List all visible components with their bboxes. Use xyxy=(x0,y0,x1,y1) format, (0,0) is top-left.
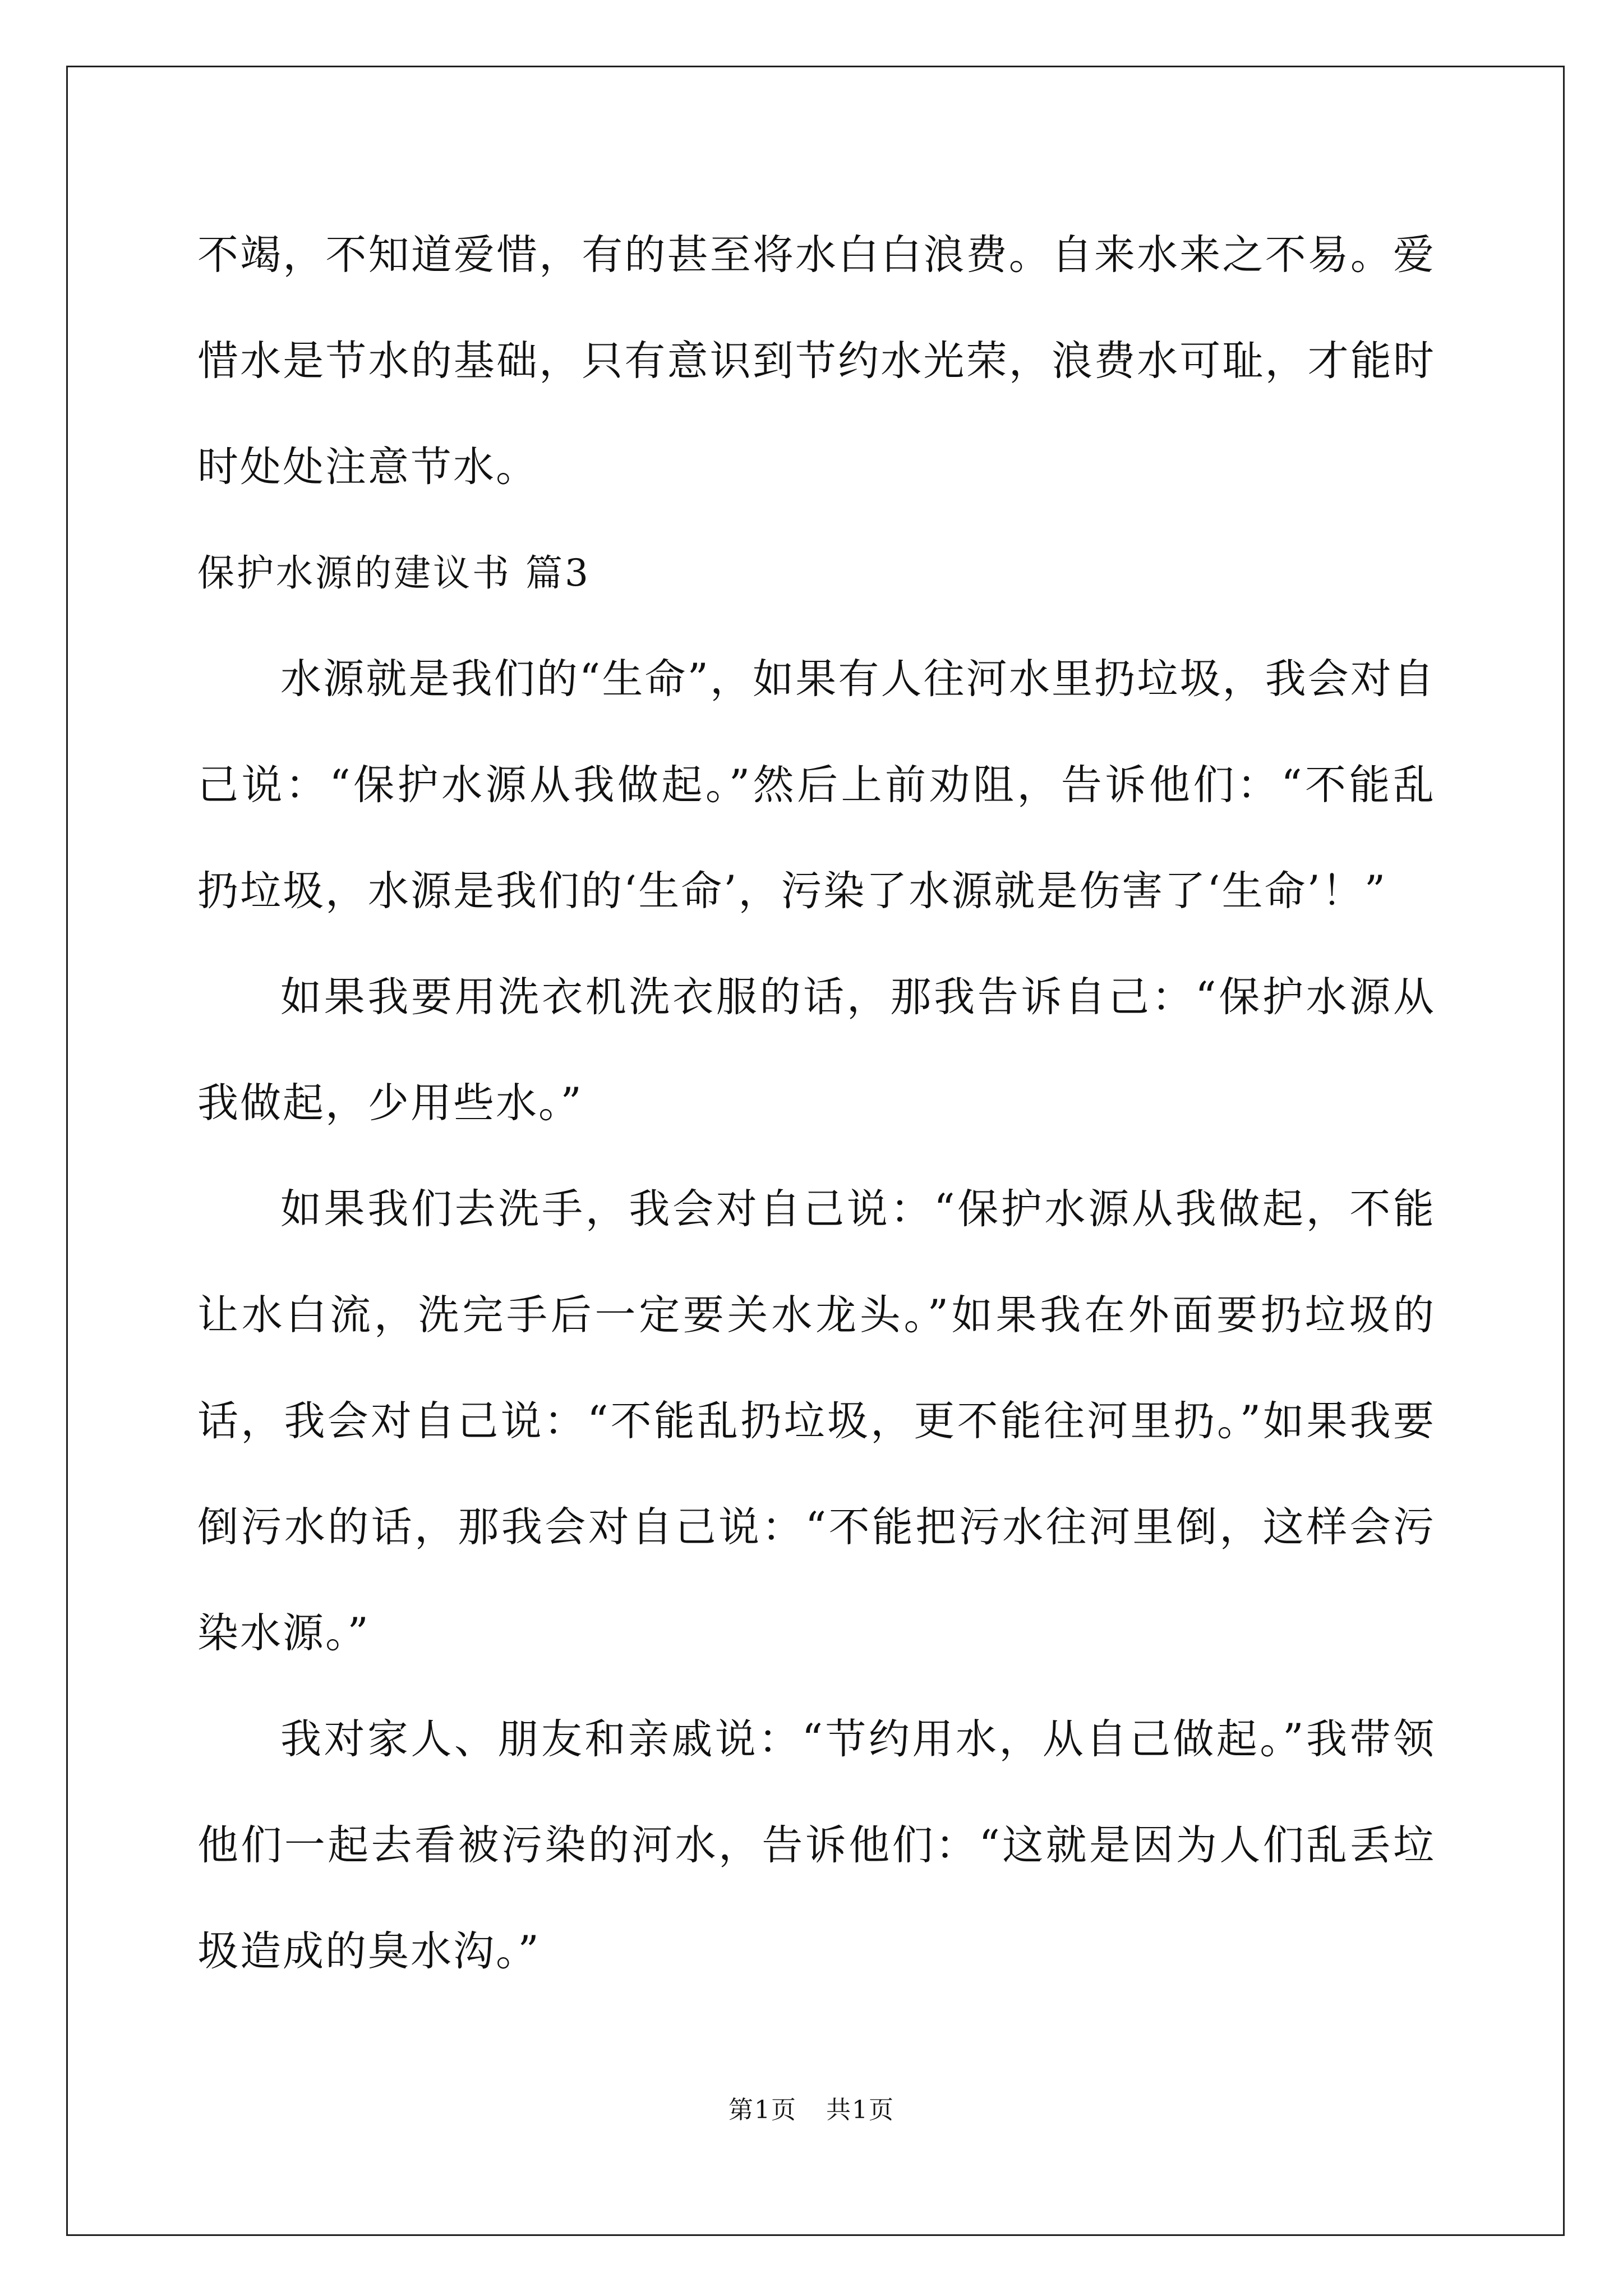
body-paragraph-2: 如果我要用洗衣机洗衣服的话，那我告诉自己：“保护水源从我做起，少用些水。” xyxy=(197,973,1436,1127)
body-paragraph-1: 水源就是我们的“生命”，如果有人往河水里扔垃圾，我会对自己说：“保护水源从我做起。”然后上前劝阻，告诉他们：“不能乱扔垃圾，水源是我们的‘生命’，污染了水源就是伤害了‘生命’！” xyxy=(197,655,1436,915)
document-body xyxy=(197,202,1436,2004)
page-number: 第1页 xyxy=(728,2096,797,2124)
section-heading: 保护水源的建议书 篇3 xyxy=(197,551,591,595)
page-total: 共1页 xyxy=(826,2096,895,2124)
body-paragraph-4: 我对家人、朋友和亲戚说：“节约用水，从自己做起。”我带领他们一起去看被污染的河水，告诉他们：“这就是因为人们乱丢垃圾造成的臭水沟。” xyxy=(197,1715,1436,1975)
continued-paragraph: 不竭，不知道爱惜，有的甚至将水白白浪费。自来水来之不易。爱惜水是节水的基础，只有意识到节约水光荣，浪费水可耻，才能时时处处注意节水。 xyxy=(197,231,1436,491)
body-paragraph-3: 如果我们去洗手，我会对自己说：“保护水源从我做起，不能让水白流，洗完手后一定要关水龙头。”如果我在外面要扔垃圾的话，我会对自己说：“不能乱扔垃圾，更不能往河里扔。”如果我要倒污水的话，那我会对自己说：“不能把污水往河里倒，这样会污染水源。” xyxy=(197,1185,1436,1657)
page-footer xyxy=(0,2090,1623,2125)
